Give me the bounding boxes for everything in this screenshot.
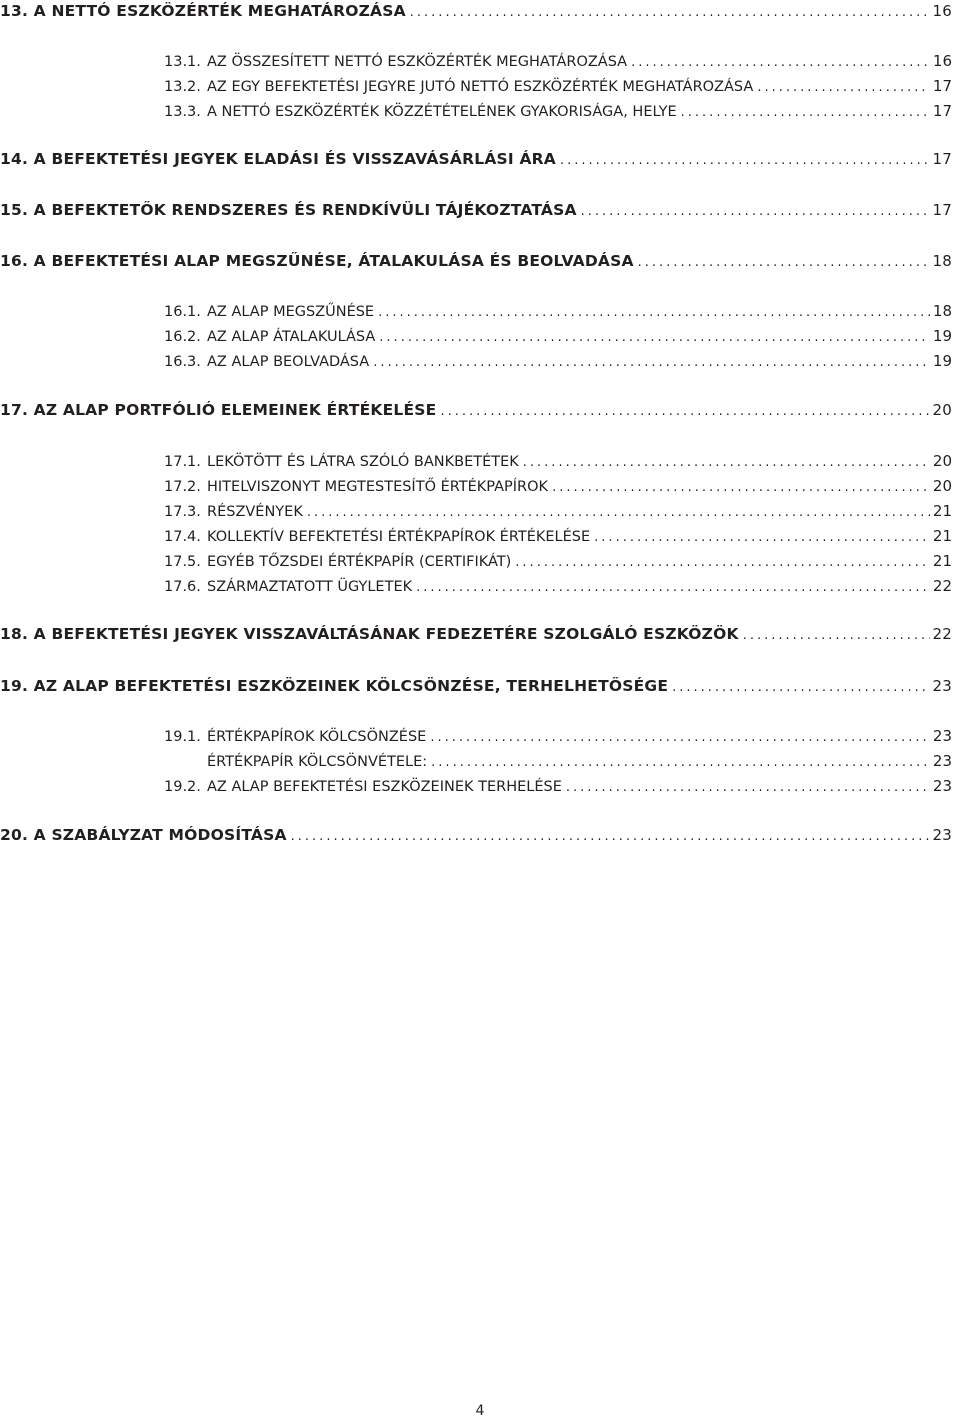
dot-leader [426,730,930,745]
dot-leader [406,5,930,20]
toc-entry[interactable] [0,252,952,276]
dot-leader [753,80,930,95]
toc-page: 22 [932,577,952,595]
toc-title: A BEFEKTETÉSI ALAP MEGSZŰNÉSE, ÁTALAKULÁSA ÉS BEOLVADÁSA [33,252,634,270]
toc-page: 20 [932,477,952,495]
toc-entry[interactable] [0,677,952,701]
toc-entry[interactable] [0,826,952,850]
toc-title: SZÁRMAZTATOTT ÜGYLETEK [207,579,413,595]
toc-title: A SZABÁLYZAT MÓDOSÍTÁSA [33,826,287,844]
toc-entry[interactable] [0,2,952,26]
toc-page: 23 [932,777,952,795]
dot-leader [668,680,929,695]
toc-number: 13. [0,2,34,20]
dot-leader [677,105,930,120]
dot-leader [374,305,930,320]
toc-page: 17 [932,102,952,120]
toc-page: 18 [932,252,952,270]
toc-page: 17 [932,150,952,168]
toc-page: 19 [932,352,952,370]
dot-leader [412,580,930,595]
dot-leader [627,55,930,70]
dot-leader [519,455,930,470]
toc-entry[interactable] [164,327,952,351]
toc-number: 17. [0,401,34,419]
toc-entry[interactable] [207,752,952,776]
toc-number: 17.1. [164,454,201,470]
toc-title: EGYÉB TŐZSDEI ÉRTÉKPAPÍR (CERTIFIKÁT) [207,554,512,570]
dot-leader [436,404,929,419]
dot-leader [511,555,930,570]
toc-title: A NETTÓ ESZKÖZÉRTÉK MEGHATÁROZÁSA [33,2,406,20]
toc-title: AZ EGY BEFEKTETÉSI JEGYRE JUTÓ NETTÓ ESZKÖZÉRTÉK MEGHATÁROZÁSA [207,79,754,95]
toc-number: 13.2. [164,79,201,95]
page-number: 4 [475,1403,485,1419]
dot-leader [303,505,930,520]
toc-page: 21 [932,502,952,520]
toc-page: 16 [932,52,952,70]
toc-page: 23 [932,727,952,745]
toc-entry[interactable] [164,452,952,476]
toc-entry[interactable] [0,150,952,174]
toc-page: 20 [932,452,952,470]
toc-title: A NETTÓ ESZKÖZÉRTÉK KÖZZÉTÉTELÉNEK GYAKORISÁGA, HELYE [207,104,677,120]
dot-leader [548,480,930,495]
toc-entry[interactable] [164,502,952,526]
toc-number: 14. [0,150,34,168]
toc-entry[interactable] [0,401,952,425]
toc-title: AZ ALAP BEOLVADÁSA [207,354,370,370]
dot-leader [634,255,930,270]
dot-leader [562,780,930,795]
toc-page: 23 [932,677,952,695]
toc-number: 17.4. [164,529,201,545]
toc-title: AZ ALAP ÁTALAKULÁSA [207,329,376,345]
toc-title: ÉRTÉKPAPÍR KÖLCSÖNVÉTELE: [207,754,428,770]
dot-leader [590,530,930,545]
toc-page: 19 [932,327,952,345]
toc-entry[interactable] [164,477,952,501]
toc-entry[interactable] [0,625,952,649]
toc-entry[interactable] [164,527,952,551]
dot-leader [287,829,930,844]
toc-title: A BEFEKTETÉSI JEGYEK VISSZAVÁLTÁSÁNAK FEDEZETÉRE SZOLGÁLÓ ESZKÖZÖK [33,625,739,643]
toc-number: 16.1. [164,304,201,320]
toc-title: AZ ALAP BEFEKTETÉSI ESZKÖZEINEK KÖLCSÖNZÉSE, TERHELHETŐSÉGE [33,677,669,695]
toc-entry[interactable] [164,77,952,101]
toc-entry[interactable] [164,777,952,801]
dot-leader [577,204,930,219]
toc-number: 19.1. [164,729,201,745]
toc-number: 20. [0,826,34,844]
toc-number: 17.5. [164,554,201,570]
dot-leader [375,330,930,345]
toc-number: 17.3. [164,504,201,520]
toc-page: 20 [932,401,952,419]
toc-entry[interactable] [164,352,952,376]
toc-page: 17 [932,201,952,219]
toc-page: 16 [932,2,952,20]
toc-number: 13.3. [164,104,201,120]
toc-title: KOLLEKTÍV BEFEKTETÉSI ÉRTÉKPAPÍROK ÉRTÉKELÉSE [207,529,591,545]
toc-number: 19. [0,677,34,695]
toc-page: 17 [932,77,952,95]
toc-title: LEKÖTÖTT ÉS LÁTRA SZÓLÓ BANKBETÉTEK [207,454,519,470]
toc-title: AZ ÖSSZESÍTETT NETTÓ ESZKÖZÉRTÉK MEGHATÁROZÁSA [207,54,628,70]
toc-number: 16.2. [164,329,201,345]
toc-entry[interactable] [0,201,952,225]
toc-entry[interactable] [164,302,952,326]
dot-leader [556,153,930,168]
toc-entry[interactable] [164,52,952,76]
toc-number: 18. [0,625,34,643]
toc-page: 23 [932,826,952,844]
toc-title: AZ ALAP BEFEKTETÉSI ESZKÖZEINEK TERHELÉSE [207,779,562,795]
toc-page: 21 [932,527,952,545]
toc-number: 15. [0,201,34,219]
toc-title: A BEFEKTETÉSI JEGYEK ELADÁSI ÉS VISSZAVÁSÁRLÁSI ÁRA [33,150,556,168]
dot-leader [427,755,930,770]
toc-entry[interactable] [164,577,952,601]
toc-number: 13.1. [164,54,201,70]
dot-leader [739,628,930,643]
toc-number: 16.3. [164,354,201,370]
toc-title: A BEFEKTETŐK RENDSZERES ÉS RENDKÍVÜLI TÁJÉKOZTATÁSA [33,201,577,219]
toc-page: 18 [932,302,952,320]
toc-number: 19.2. [164,779,201,795]
toc-page: 22 [932,625,952,643]
toc-title: HITELVISZONYT MEGTESTESÍTŐ ÉRTÉKPAPÍROK [207,479,549,495]
toc-entry[interactable] [164,727,952,751]
toc-number: 17.6. [164,579,201,595]
toc-title: ÉRTÉKPAPÍROK KÖLCSÖNZÉSE [207,729,427,745]
toc-number: 16. [0,252,34,270]
toc-title: AZ ALAP PORTFÓLIÓ ELEMEINEK ÉRTÉKELÉSE [33,401,437,419]
toc-page: 23 [932,752,952,770]
toc-title: RÉSZVÉNYEK [207,504,303,520]
toc-page: 21 [932,552,952,570]
toc-number: 17.2. [164,479,201,495]
toc-title: AZ ALAP MEGSZŰNÉSE [207,304,375,320]
toc-entry[interactable] [164,102,952,126]
toc-entry[interactable] [164,552,952,576]
dot-leader [369,355,930,370]
